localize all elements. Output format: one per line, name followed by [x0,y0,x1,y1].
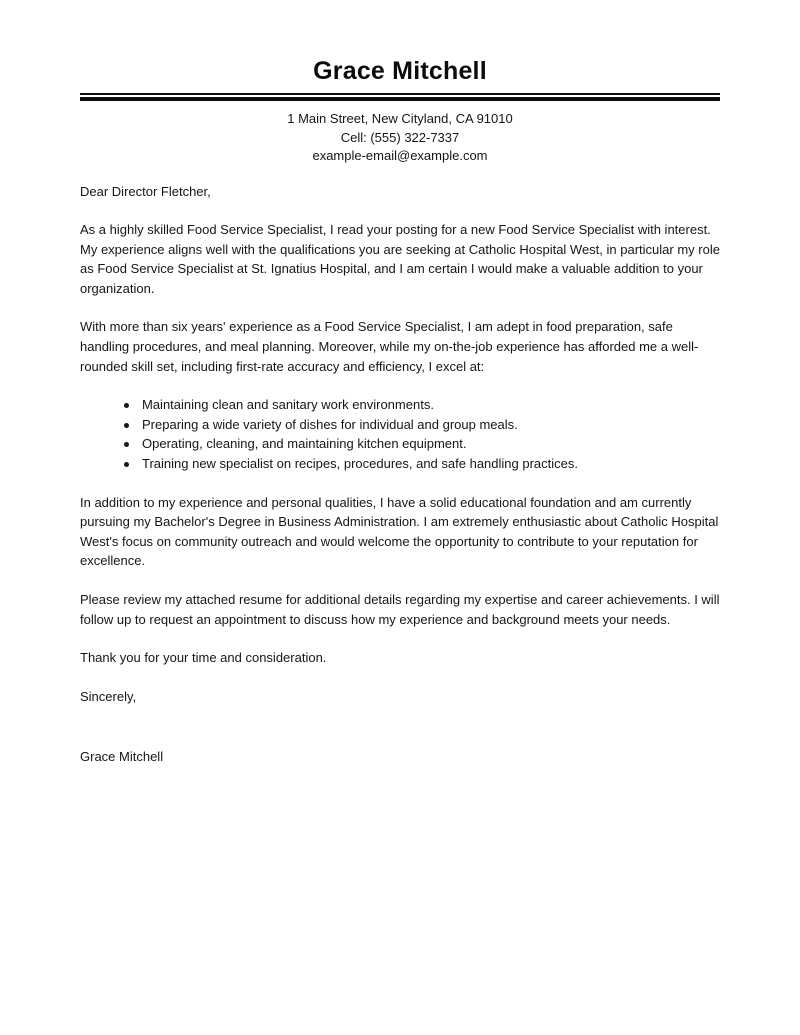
contact-email: example-email@example.com [312,148,488,163]
letter-author-name: Grace Mitchell [313,57,487,85]
bullet-item: Preparing a wide variety of dishes for individual and group meals. [122,415,720,435]
rule-thin-line [80,93,720,95]
header-double-rule [80,93,720,101]
contact-block [80,110,720,166]
bullet-item: Training new specialist on recipes, procedures, and safe handling practices. [122,454,720,474]
paragraph-follow-up: Please review my attached resume for additional details regarding my expertise and career achievements. I will follow up to request an appointment to discuss how my experience and background meets your needs. [80,592,720,627]
rule-thick-line [80,97,720,101]
paragraph-education: In addition to my experience and personal qualities, I have a solid educational foundation and am currently pursuing my Bachelor's Degree in Business Administration. I am extremely enthusiastic about Catholic Hospital West's focus on community outreach and would welcome the opportunity to contribute to your reputation for excellence. [80,494,719,569]
thank-you-line: Thank you for your time and consideration. [80,650,327,666]
paragraph-experience: With more than six years' experience as a Food Service Specialist, I am adept in food preparation, safe handling procedures, and meal planning. Moreover, while my on-the-job experience has afforded me a well-rounded skill set, including first-rate accuracy and efficiency, I excel at: [80,319,699,374]
contact-cell: Cell: (555) 322-7337 [340,129,460,145]
skills-bullet-list [80,395,720,473]
signature-name: Grace Mitchell [80,749,164,765]
bullet-item: Maintaining clean and sanitary work environments. [122,395,720,415]
contact-address: 1 Main Street, New Cityland, CA 91010 [287,111,513,126]
bullet-item: Operating, cleaning, and maintaining kitchen equipment. [122,434,720,454]
salutation: Dear Director Fletcher, [80,183,211,199]
closing-line: Sincerely, [80,688,137,704]
paragraph-intro: As a highly skilled Food Service Specialist, I read your posting for a new Food Service Specialist with interest. My experience aligns well with the qualifications you are seeking at Catholic Hospital West, in particular my role as Food Service Specialist at St. Ignatius Hospital, and I am certain I would make a valuable addition to your organization. [80,222,720,296]
